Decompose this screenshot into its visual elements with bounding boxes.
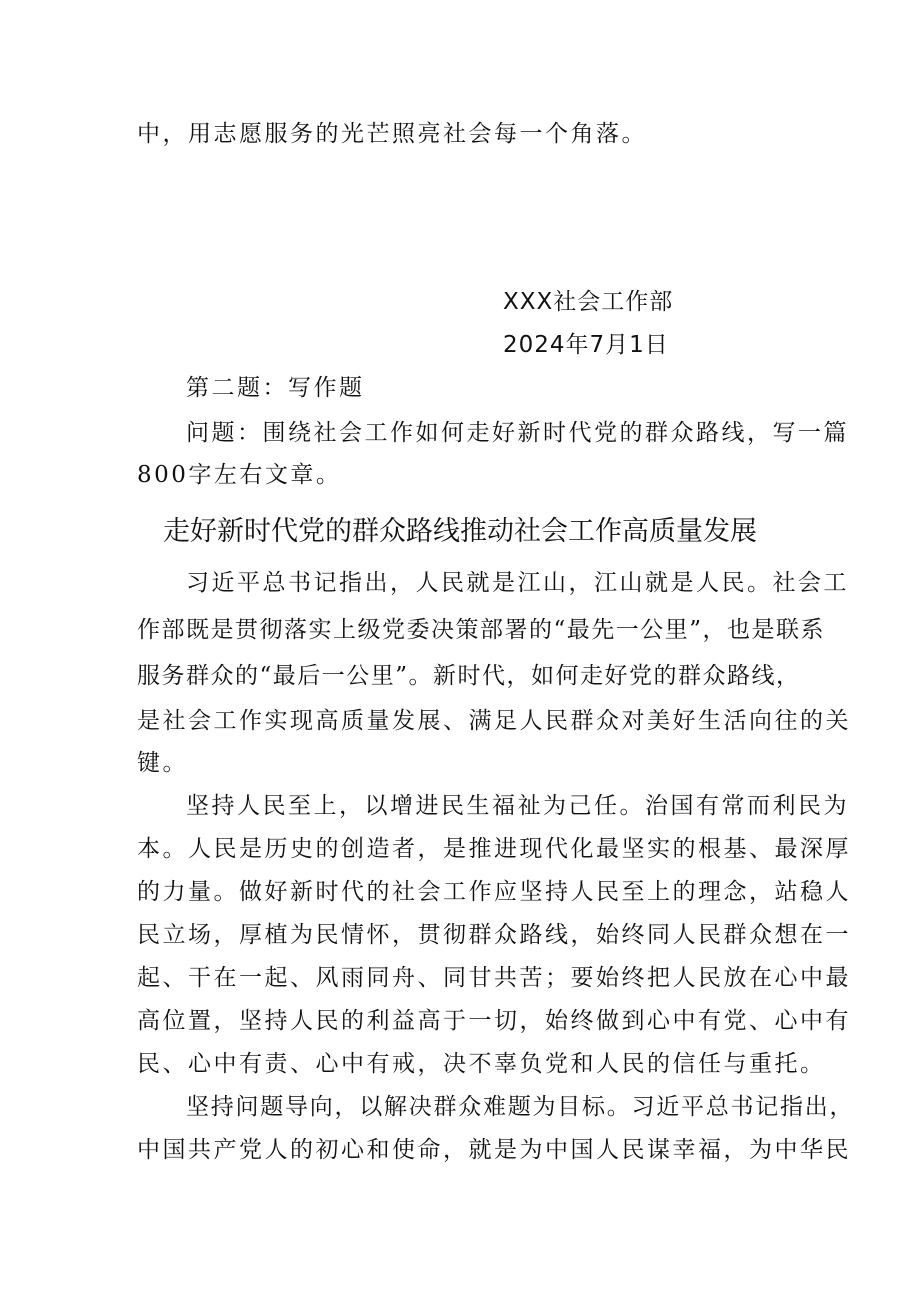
question-line-1: 问题：围绕社会工作如何走好新时代党的群众路线，写一篇 [186,420,849,446]
signature-org: XXX社会工作部 [503,289,674,315]
paragraph-3-line-1: 坚持问题导向，以解决群众难题为目标。习近平总书记指出， [186,1094,855,1120]
paragraph-2-line-5: 起、干在一起、风雨同舟、同甘共苦；要始终把人民放在心中最 [137,965,851,991]
question-heading: 第二题：写作题 [186,375,365,401]
paragraph-2-line-6: 高位置，坚持人民的利益高于一切，始终做到心中有党、心中有 [137,1008,851,1034]
essay-title: 走好新时代党的群众路线推动社会工作高质量发展 [163,516,757,547]
paragraph-1-line-5: 键。 [137,750,188,776]
paragraph-2-line-7: 民、心中有责、心中有戒，决不辜负党和人民的信任与重托。 [137,1051,826,1077]
question-line-2: 800字左右文章。 [137,462,342,488]
paragraph-1-line-1: 习近平总书记指出，人民就是江山，江山就是人民。社会工 [186,570,849,596]
paragraph-1-line-2: 作部既是贯彻落实上级党委决策部署的“最先一公里”，也是联系 [137,617,826,643]
paragraph-3-line-2: 中国共产党人的初心和使命，就是为中国人民谋幸福，为中华民 [137,1137,851,1163]
paragraph-1-line-3: 服务群众的“最后一公里”。新时代，如何走好党的群众路线， [137,663,801,689]
paragraph-2-line-2: 本。人民是历史的创造者，是推进现代化最坚实的根基、最深厚 [137,836,851,862]
paragraph-2-line-4: 民立场，厚植为民情怀，贯彻群众路线，始终同人民群众想在一 [137,922,851,948]
paragraph-2-line-1: 坚持人民至上，以增进民生福祉为己任。治国有常而利民为 [186,793,849,819]
paragraph-1-line-4: 是社会工作实现高质量发展、满足人民群众对美好生活向往的关 [137,708,851,734]
signature-date: 2024年7月1日 [503,332,669,358]
intro-tail-line: 中，用志愿服务的光芒照亮社会每一个角落。 [137,121,647,147]
paragraph-2-line-3: 的力量。做好新时代的社会工作应坚持人民至上的理念，站稳人 [137,879,851,905]
